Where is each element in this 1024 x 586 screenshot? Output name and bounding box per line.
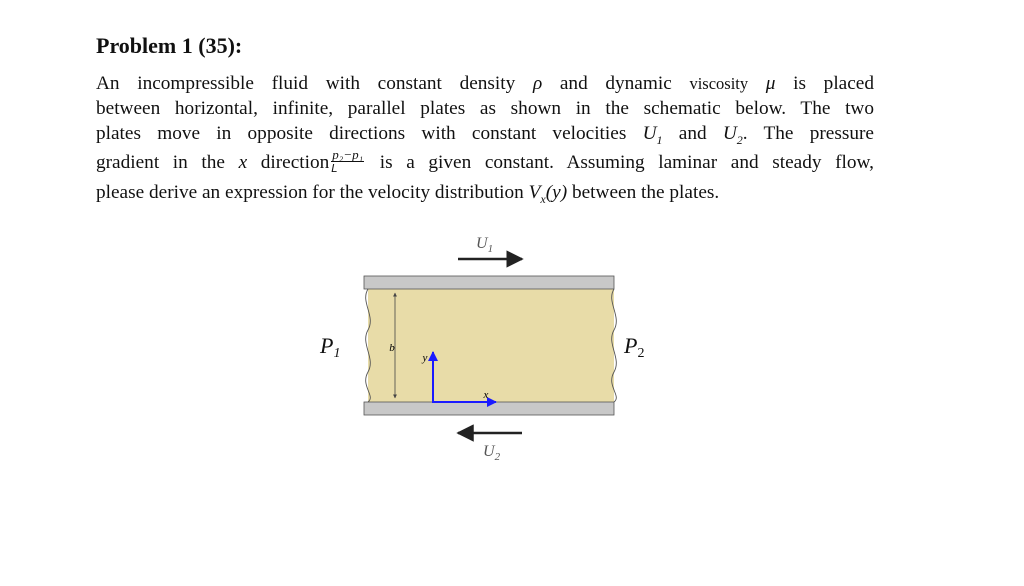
top-plate: [364, 276, 614, 289]
y-axis-label: y: [422, 352, 428, 364]
text-segment: An incompressible fluid with constant density: [96, 73, 516, 94]
bottom-plate: [364, 402, 614, 415]
problem-title: Problem 1 (35):: [96, 33, 243, 58]
text-segment: and dynamic: [559, 73, 672, 94]
y-argument: (y): [545, 182, 568, 203]
text-segment: is placed: [793, 73, 874, 94]
text-segment: is a given constant. Assuming laminar and steady flow,: [379, 151, 875, 173]
u2-label: $U_2$: [483, 443, 501, 463]
text-segment: please derive an expression for the velocity distribution: [96, 182, 524, 203]
u1-symbol: $U_1$: [642, 123, 663, 147]
text-segment: viscosity: [689, 74, 749, 93]
problem-text-line-2: between horizontal, infinite, parallel plates as shown in the schematic below. The two: [96, 98, 874, 119]
x-axis-label: x: [483, 389, 489, 401]
fluid-region: [368, 289, 614, 402]
text-segment: and: [678, 123, 707, 144]
p2-label: P2: [624, 333, 645, 361]
fraction-denominator: L: [331, 162, 338, 175]
text-segment: plates move in opposite directions with constant velocities: [96, 123, 627, 144]
u1-label: $U_1$: [476, 235, 494, 255]
x-symbol: x: [238, 151, 248, 173]
text-segment: gradient in the: [96, 151, 225, 173]
text-segment: direction: [260, 151, 330, 173]
gap-label: b: [389, 342, 395, 354]
text-segment: . The pressure: [742, 123, 874, 144]
fraction-numerator: p₂−p₁: [332, 147, 364, 162]
vx-symbol: $V_x$: [528, 182, 546, 206]
mu-symbol: μ: [765, 73, 776, 94]
text-segment: between the plates.: [571, 182, 720, 203]
rho-symbol: ρ: [532, 73, 543, 94]
u2-symbol: $U_2$: [722, 123, 743, 147]
p1-label: P1: [320, 333, 341, 361]
